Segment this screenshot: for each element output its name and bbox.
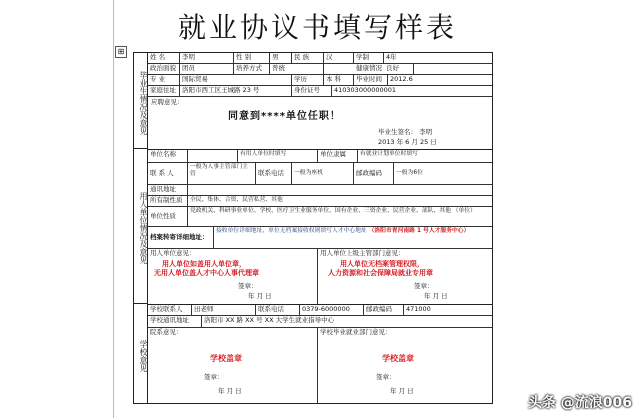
employer-opinion-red1: 用人单位如盖用人单位章， (162, 260, 246, 269)
education-value: 本 科 (324, 75, 354, 85)
employer-row-4 (148, 196, 492, 207)
department-sign: 签章： (204, 373, 224, 381)
ethnicity-value: 汉 (324, 53, 354, 63)
page-title: 就业协议书填写样表 (178, 11, 458, 44)
political-label: 政治面貌 (148, 64, 180, 74)
school-postcode-value: 471000 (406, 305, 431, 313)
student-row-2 (148, 64, 492, 75)
archive-value (214, 227, 494, 248)
ethnicity-label: 民 族 (292, 53, 324, 63)
company-name-value (188, 150, 238, 162)
student-row-3 (148, 75, 492, 86)
major-label: 专 业 (148, 75, 180, 85)
health-value: 良好 (386, 64, 399, 72)
document-left-edge (113, 0, 114, 418)
opinion-text: 同意到****单位任职！ (228, 111, 341, 122)
section-label-school: 学校意见 (134, 304, 148, 404)
ownership-value: 全民、集体、合资、民营私营、其他 (190, 197, 283, 203)
school-row-1 (148, 304, 492, 316)
affiliation-value: 有就业计划单位时填写 (360, 151, 418, 157)
major-value: 国际贸易 (180, 75, 292, 85)
postcode-label: 邮政编码 (354, 163, 394, 184)
duration-label: 学制 (354, 53, 384, 63)
company-name-label: 单位名称 (148, 150, 188, 162)
address-label: 家庭住址 (148, 86, 180, 96)
training-label: 培养方式 (234, 64, 270, 74)
school-row-2 (148, 316, 492, 328)
contact-phone-value: 一般为座机 (292, 163, 354, 184)
career-office-stamp: 学校盖章 (382, 354, 414, 363)
career-office-date: 年 月 日 (390, 387, 414, 395)
supervisor-opinion-red1: 用人单位无档案管理权限， (340, 260, 424, 269)
career-office-sign: 签章： (376, 373, 396, 381)
career-office-opinion (318, 328, 494, 404)
duration-value: 4年 (386, 53, 397, 61)
employer-opinions (148, 249, 492, 304)
unit-type-value: 党政机关、科研事业单位、学校、医疗卫生业服务单位、国有企业、三资企业、民营企业、部队、其他 （单位） (190, 208, 476, 214)
contact-phone-label: 联系电话 (256, 163, 292, 184)
address-value: 洛阳市西工区王城路 23 号 (180, 86, 292, 96)
supervisor-opinion-label: 用人单位上级主管部门意见： (320, 249, 405, 257)
ownership-label: 所有制性质 (148, 196, 188, 206)
id-label: 身份证号 (292, 86, 332, 96)
archive-row (148, 227, 492, 249)
unit-type-label: 单位性质 (148, 207, 188, 226)
employer-opinion (148, 249, 318, 304)
school-opinions (148, 328, 492, 404)
training-value: 普统 (270, 64, 324, 74)
health-label: 健康情况 (354, 64, 414, 74)
archive-red: （洛阳市青河南路 1 号人才服务中心） (368, 228, 470, 234)
department-date: 年 月 日 (218, 387, 242, 395)
school-postcode-label: 邮政编码 (364, 305, 404, 315)
employer-row-5 (148, 207, 492, 227)
id-value: 410303000000001 (334, 86, 397, 94)
student-signature: 毕业生签名： 李明 (378, 128, 433, 136)
supervisor-opinion-red2: 人力资源和社会保障局就业专用章 (328, 268, 433, 277)
political-value: 团员 (180, 64, 234, 74)
employer-opinion-red2: 无用人单位盖人才中心人事代理章 (154, 268, 259, 277)
gender-value: 男 (270, 53, 292, 63)
archive-label: 档案转寄详细地址： (148, 227, 214, 248)
gender-label: 性 别 (234, 53, 270, 63)
section-label-student: 毕业生情况及意见 (134, 53, 148, 149)
employer-date: 年 月 日 (248, 292, 272, 300)
career-office-opinion-label: 学校毕业就业部门意见： (320, 328, 392, 336)
postcode-value: 一般为6位 (396, 170, 423, 176)
graduation-label: 毕业时间 (354, 75, 388, 85)
employer-opinion-label: 用人单位意见： (150, 249, 196, 257)
opinion-label: 应聘意见： (151, 98, 184, 106)
education-label: 学历 (292, 75, 324, 85)
supervisor-sign: 签章： (414, 282, 434, 290)
name-value: 李明 (180, 53, 234, 63)
supervisor-date: 年 月 日 (424, 292, 448, 300)
graduation-value: 2012.6 (390, 75, 413, 83)
watermark: 头条 @流浪006 (527, 395, 632, 411)
department-opinion (148, 328, 318, 404)
student-opinion (148, 97, 492, 149)
school-contact-value: 田老师 (192, 305, 256, 315)
school-phone-value: 0379-6000000 (300, 305, 364, 315)
employer-sign: 签章： (238, 282, 258, 290)
archive-note: 接收单位详细地址，单位无档案接收权则填写人才中心地址 (216, 228, 367, 234)
name-label: 姓 名 (148, 53, 180, 63)
company-name-hint: 有用人单位时填写 (238, 150, 318, 162)
school-phone-label: 联系电话 (256, 305, 300, 315)
school-contact-label: 学校联系人 (148, 305, 192, 315)
student-row-4 (148, 86, 492, 97)
school-address-label: 学校通讯地址 (148, 316, 202, 327)
employer-row-3 (148, 185, 492, 196)
student-row-1 (148, 53, 492, 64)
school-address-value: 洛阳市 XX 路 XX 号 XX 大学生就业指导中心 (204, 316, 335, 324)
table-anchor-icon[interactable]: ⊞ (115, 46, 127, 58)
contact-label: 联 系 人 (148, 163, 188, 184)
department-stamp: 学校盖章 (210, 354, 242, 363)
agreement-form (133, 52, 493, 404)
supervisor-opinion (318, 249, 494, 304)
section-label-employer: 用人单位情况及意见 (134, 149, 148, 304)
department-opinion-label: 院系意见： (150, 328, 183, 336)
employer-row-2 (148, 163, 492, 185)
student-date: 2013 年 6 月 25 日 (378, 138, 437, 146)
employer-row-1 (148, 149, 492, 163)
mail-address-value (188, 185, 494, 195)
mail-address-label: 通讯地址 (148, 185, 188, 195)
affiliation-label: 单位隶属 (318, 150, 358, 162)
contact-value: 一般为人事主管部门主管 (188, 163, 256, 184)
